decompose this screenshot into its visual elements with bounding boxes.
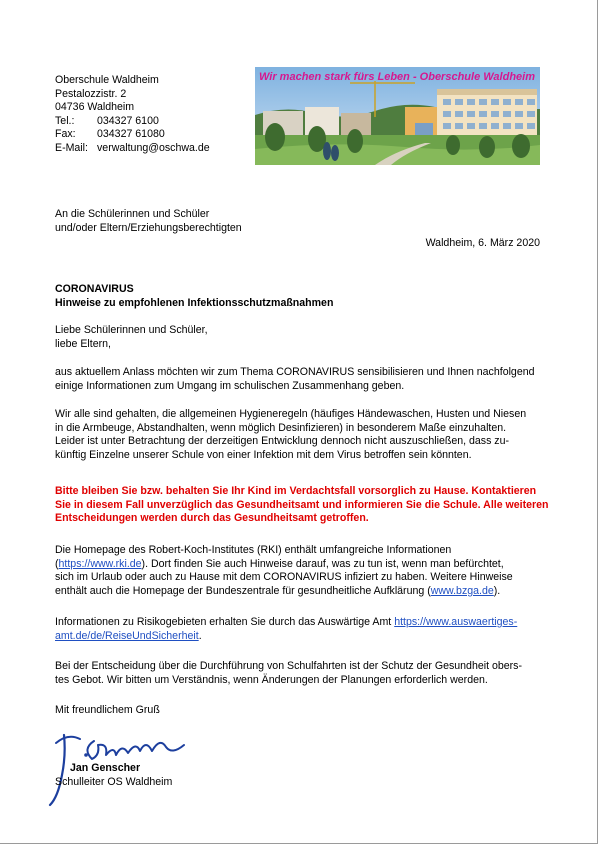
warning-line: Bitte bleiben Sie bzw. behalten Sie Ihr Kind im Verdachtsfall vorsorglich zu Hause. Kontaktieren [55,485,537,497]
email-value: verwaltung@oschwa.de [97,141,210,154]
subject-subtitle: Hinweise zu empfohlenen Infektionsschutzmaßnahmen [55,296,334,309]
paragraph-line: Bei der Entscheidung über die Durchführung von Schulfahrten ist der Schutz der Gesundheit obers- [55,660,522,672]
paragraph-school-trips [55,660,545,687]
recipient-line-1: An die Schülerinnen und Schüler [55,208,210,220]
paragraph-line: Leider ist unter Betrachtung der derzeitigen Entwicklung dennoch nicht auszuschließen, dass zu- [55,435,510,448]
paragraph-line: tes Gebot. Wir bitten um Verständnis, wenn Änderungen der Planungen erforderlich werden. [55,673,488,686]
subject-block [55,283,333,310]
paragraph-line: in die Armbeuge, Abstandhalten, wenn möglich Desinfizieren) in besonderem Maße einzuhalten. [55,421,507,434]
rki-link[interactable]: https://www.rki.de [58,557,142,570]
letter-date: Waldheim, 6. März 2020 [425,237,540,249]
salutation-line-2: liebe Eltern, [55,337,111,350]
paragraph-line: künftig Einzelne unserer Schule von einer Infektion mit dem Virus betroffen sein könnten. [55,448,472,461]
paragraph-text: ( [55,557,59,570]
paragraph-text: . [198,629,202,642]
email-label: E-Mail: [55,141,88,154]
paragraph-text: Informationen zu Risikogebieten erhalten Sie durch das Auswärtige Amt [55,616,395,628]
paragraph-text: ). [493,584,501,597]
tel-label: Tel.: [55,114,75,127]
warning-line: Entscheidungen werden durch das Gesundheitsamt getroffen. [55,512,369,525]
paragraph-line: Die Homepage des Robert-Koch-Institutes (RKI) enthält umfangreiche Informationen [55,544,452,556]
sender-city: 04736 Waldheim [55,101,135,114]
fax-label: Fax: [55,128,76,141]
paragraph-line [55,630,545,644]
salutation-line-1: Liebe Schülerinnen und Schüler, [55,324,208,336]
closing-greeting: Mit freundlichem Gruß [55,704,160,716]
sender-street: Pestalozzistr. 2 [55,87,127,100]
signatory-role: Schulleiter OS Waldheim [55,776,173,788]
sender-email-row [55,142,210,156]
paragraph-text: enthält auch die Homepage der Bundeszentrale für gesundheitliche Aufklärung ( [55,584,431,597]
sender-tel-row [55,115,210,129]
paragraph-line [55,616,545,630]
auswaertiges-amt-link[interactable]: https://www.auswaertiges- [394,616,518,628]
school-photo-image [255,67,540,165]
paragraph-hygiene [55,408,545,462]
sender-address [55,74,210,156]
sender-name: Oberschule Waldheim [55,74,159,86]
bzga-link[interactable]: www.bzga.de [430,584,494,597]
salutation [55,324,208,351]
paragraph-line: sich im Urlaub oder auch zu Hause mit dem CORONAVIRUS infiziert zu haben. Weitere Hinweise [55,571,513,584]
paragraph-risk-areas [55,616,545,643]
paragraph-line: Wir alle sind gehalten, die allgemeinen Hygieneregeln (häufiges Händewaschen, Husten und Niesen [55,408,527,420]
sender-fax-row [55,128,210,142]
recipient-block [55,208,242,235]
paragraph-rki [55,544,545,598]
paragraph-line: aus aktuellem Anlass möchten wir zum Thema CORONAVIRUS sensibilisieren und Ihnen nachfolgend [55,366,535,378]
paragraph-line [55,558,545,572]
paragraph-intro [55,366,545,393]
paragraph-line [55,585,545,599]
subject-title: CORONAVIRUS [55,283,134,295]
banner-slogan: Wir machen stark fürs Leben - Oberschule Waldheim [259,71,535,83]
paragraph-text: ). Dort finden Sie auch Hinweise darauf, was zu tun ist, wenn man befürchtet, [141,557,504,570]
paragraph-warning [55,485,549,526]
signatory-name: Jan Genscher [70,762,141,774]
paragraph-line: einige Informationen zum Umgang im schulischen Zusammenhang geben. [55,379,405,392]
tel-value: 034327 6100 [97,114,159,127]
school-banner [255,67,540,165]
warning-line: Sie in diesem Fall unverzüglich das Gesundheitsamt und informieren Sie die Schule. Alle weiteren [55,498,549,511]
recipient-line-2: und/oder Eltern/Erziehungsberechtigten [55,221,242,234]
fax-value: 034327 61080 [97,128,165,141]
auswaertiges-amt-link-cont[interactable]: amt.de/de/ReiseUndSicherheit [55,629,199,642]
